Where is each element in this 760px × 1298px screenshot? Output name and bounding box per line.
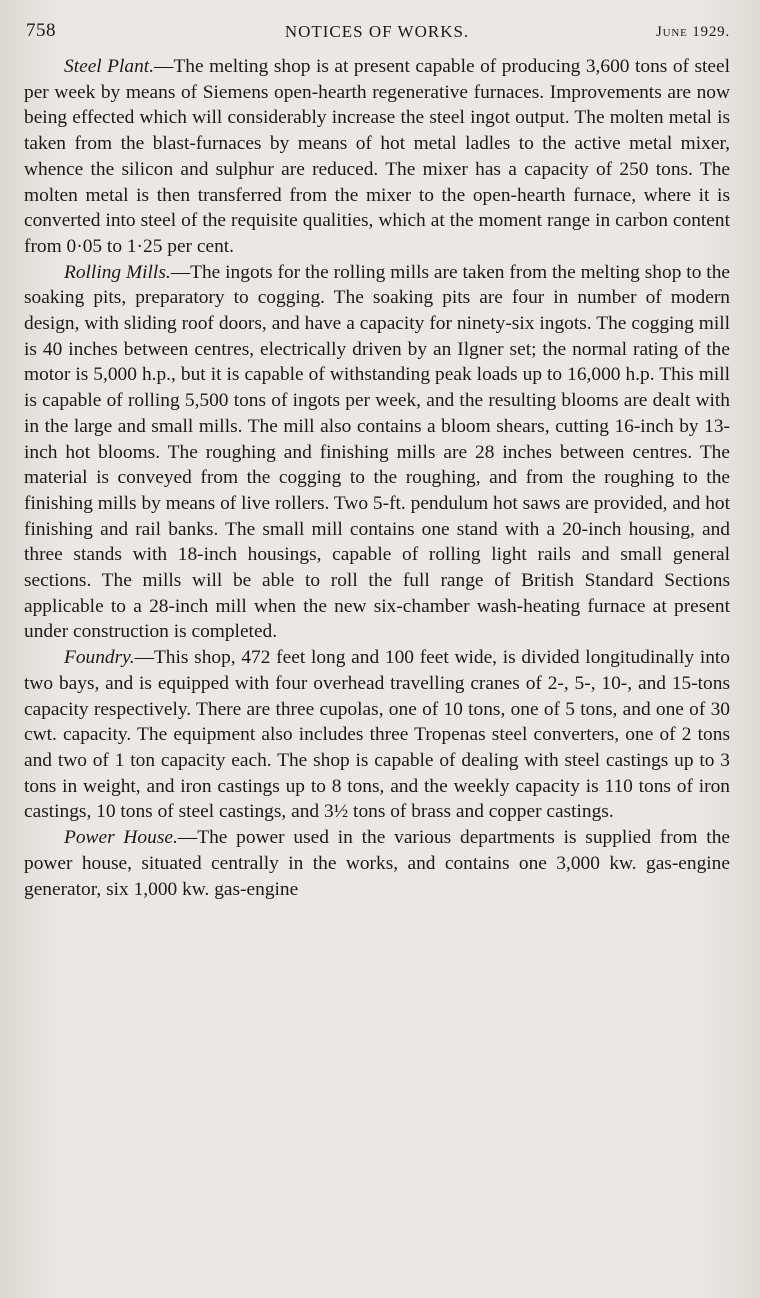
running-title: NOTICES OF WORKS.	[284, 22, 470, 41]
paragraph-text: —The power used in the various departments is supplied from the power house, situated centrally in the works, and contains one 3,000 kw. gas-engine generator, six 1,000 kw. gas-engine	[24, 827, 730, 900]
running-date: June 1929.	[656, 24, 730, 40]
body-text	[24, 54, 730, 902]
paragraph-heading: Steel Plant.	[64, 56, 155, 77]
paragraph-text: —The ingots for the rolling mills are taken from the melting shop to the soaking pits, preparatory to cogging. The soaking pits are four in number of modern design, with sliding roof doors, and have a capacity for ninety-six ingots. The cogging mill is 40 inches between centres, electrically driven by an Ilgner set; the normal rating of the motor is 5,000 h.p., but it is capable of withstanding peak loads up to 16,000 h.p. This mill is capable of rolling 5,500 tons of ingots per week, and the resulting blooms are dealt with in the large and small mills. The mill also contains a bloom shears, cutting 16-inch by 13-inch hot blooms. The roughing and finishing mills are 28 inches between centres. The material is conveyed from the cogging to the roughing, and from the roughing to the finishing mills by means of live rollers. Two 5-ft. pendulum hot saws are provided, and hot finishing and rail banks. The small mill contains one stand with a 20-inch housing, and three stands with 18-inch housings, capable of rolling light rails and small general sections. The mills will be able to roll the full range of British Standard Sections applicable to a 28-inch mill when the new six-chamber wash-heating furnace at present under construction is completed.	[24, 261, 730, 643]
paragraph-heading: Foundry.	[64, 647, 135, 669]
paragraph-power-house	[24, 825, 730, 902]
paragraph-heading: Power House.	[64, 827, 178, 849]
paragraph-steel-plant	[24, 54, 730, 260]
paragraph-rolling-mills	[24, 260, 730, 646]
page-number: 758	[26, 20, 56, 41]
paragraph-text: —The melting shop is at present capable of producing 3,600 tons of steel per week by means of Siemens open-hearth regenerative furnaces. Improvements are now being effected which will considerably increase the steel ingot output. The molten metal is taken from the blast-furnaces by means of hot metal ladles to the active metal mixer, whence the silicon and sulphur are reduced. The mixer has a capacity of 250 tons. The molten metal is then transferred from the mixer to the open-hearth furnace, where it is converted into steel of the requisite qualities, which at the moment range in carbon content from 0·05 to 1·25 per cent.	[24, 56, 731, 257]
running-header	[24, 18, 730, 54]
paragraph-text: —This shop, 472 feet long and 100 feet wide, is divided longitudinally into two bays, and is equipped with four overhead travelling cranes of 2-, 5-, 10-, and 15-tons capacity respectively. There are three cupolas, one of 10 tons, one of 5 tons, and one of 30 cwt. capacity. The equipment also includes three Tropenas steel converters, one of 2 tons and two of 1 ton capacity each. The shop is capable of dealing with steel castings up to 3 tons in weight, and iron castings up to 8 tons, and the weekly capacity is 110 tons of iron castings, 10 tons of steel castings, and 3½ tons of brass and copper castings.	[24, 647, 730, 823]
paragraph-foundry	[24, 645, 730, 825]
paragraph-heading: Rolling Mills.	[64, 261, 171, 283]
